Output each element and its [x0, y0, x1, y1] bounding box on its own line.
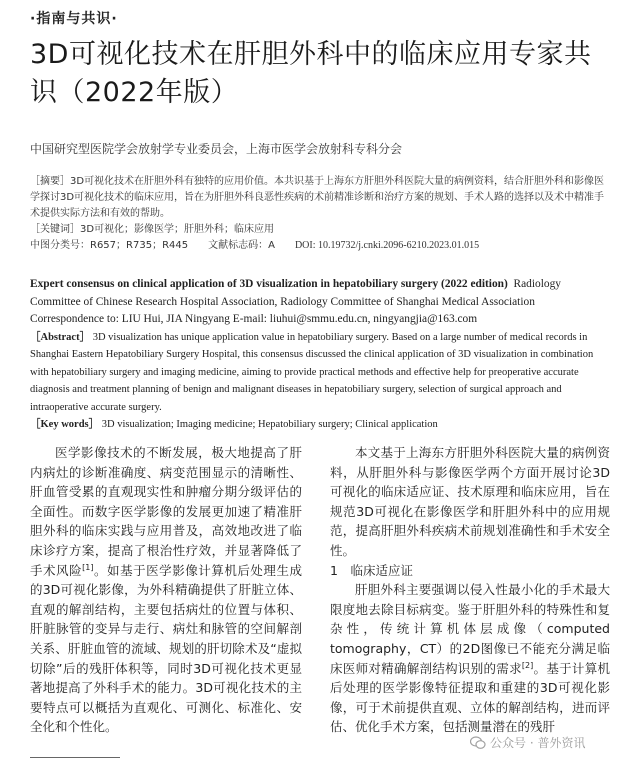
indications-paragraph — [330, 580, 610, 737]
watermark — [470, 734, 585, 751]
body-left-column — [30, 443, 302, 737]
section-heading-indications: 1 临床适应证 — [330, 562, 413, 578]
footnote-divider — [30, 757, 120, 758]
section-tag: ·指南与共识· — [30, 11, 118, 27]
cn-keywords-tag: ［关键词］ — [30, 224, 80, 235]
en-title: Expert consensus on clinical application of 3D visualization in hepatobiliary surgery (2022 edition) — [30, 278, 508, 290]
citation-1: [1] — [82, 562, 94, 572]
en-correspondence: Correspondence to: LIU Hui, JIA Ningyang E-mail: liuhui@smmu.edu.cn, ningyangjia@163.com — [30, 313, 478, 325]
body-right-column — [330, 443, 610, 737]
cn-keywords-text: 3D可视化；影像医学；肝胆外科；临床应用 — [80, 224, 275, 235]
intro-paragraph — [30, 443, 302, 737]
intro-text-part1: 医学影像技术的不断发展，极大地提高了肝内病灶的诊断准确度、病变范围显示的清晰性、肝血管受累的直观现实性和肿瘤分期分级评估的全面性。而数字医学影像的发展更加速了精准肝胆外科的临床实践与应用普及，高效地改进了临床诊疗方案，提高了根治性疗效，并显著降低了手术风险 — [30, 445, 302, 578]
en-abstract-text: 3D visualization has unique application value in hepatobiliary surgery. Based on a large number of medical records in Shanghai Eastern Hepatobiliary Surgery Hospital, this consensus discussed the clinical application of 3D visualization in combination with hepatobiliary surgery and imaging medicine, aiming to provide practical methods and effective help for preoperative accurate diagnosis and treatment planning of benign and malignant diseases in hepatobiliary surgery, selection of surgical approach and intraoperative accurate surgery. — [30, 331, 594, 413]
indications-text-part2: 。基于计算机后处理的医学影像特征提取和重建的3D可视化影像，可于术前提供直观、立体的解剖结构，进而评估、优化手术方案，包括测量潜在的残肝 — [330, 660, 610, 735]
english-abstract-block — [30, 276, 612, 434]
purpose-paragraph: 本文基于上海东方肝胆外科医院大量的病例资料，从肝胆外科与影像医学两个方面开展讨论3D可视化的临床适应证、技术原理和临床应用，旨在规范3D可视化在影像医学和肝胆外科中的应用规范，提高肝胆外科疾病术前规划准确性和手术安全性。 — [330, 445, 610, 558]
en-keywords-tag: ［Key words］ — [30, 419, 100, 430]
intro-text-part2: 。如基于医学影像计算机后处理生成的3D可视化影像，为外科精确提供了肝脏立体、直观的解剖结构，主要包括病灶的位置与体积、肝脏脉管的变异与走行、病灶和脉管的空间解剖关系、肝脏血管的流域、规划的肝切除术及“虚拟切除”后的残肝体积等，同时3D可视化技术更显著地提高了外科手术的能力。3D可视化技术的主要特点可以概括为直观化、可测化、标准化、安全化和个性化。 — [30, 562, 302, 735]
citation-2: [2] — [521, 660, 534, 670]
wechat-icon — [470, 736, 486, 750]
en-abstract-tag: ［Abstract］ — [30, 331, 91, 343]
page-title: 3D可视化技术在肝胆外科中的临床应用专家共识（2022年版） — [30, 39, 592, 108]
clc-number: 中图分类号：R657；R735；R445 — [30, 240, 189, 251]
en-keywords — [30, 416, 612, 434]
classification-line — [30, 238, 612, 254]
doi: DOI: 10.19732/j.cnki.2096-6210.2023.01.015 — [294, 240, 480, 251]
cn-abstract-tag: ［摘要］ — [30, 176, 70, 187]
watermark-text: 公众号 · 普外资讯 — [490, 736, 586, 750]
cn-abstract-text: 3D可视化技术在肝胆外科有独特的应用价值。本共识基于上海东方肝胆外科医院大量的病例资料，结合肝胆外科和影像医学探讨3D可视化技术的临床应用，旨在为肝胆外科良恶性疾病的术前精准诊断和治疗方案的规划、手术人路的选择以及术中精准手术提供实际方法和有效的帮助。 — [30, 176, 605, 219]
document-code: 文献标志码：A — [208, 240, 275, 251]
cn-keywords — [30, 222, 612, 238]
indications-text-part1: 肝胆外科主要强调以侵入性最小化的手术最大限度地去除目标病变。鉴于肝胆外科的特殊性和复杂性，传统计算机体层成像（computed tomography，CT）的2D图像已不能充分满足临床医师对精确解剖结构识别的需求 — [330, 582, 610, 676]
chinese-abstract-block — [30, 174, 612, 254]
cn-abstract — [30, 174, 612, 222]
en-authors-org: Radiology Committee of Chinese Research Hospital Association, Radiology Committee of Shanghai Medical Association — [30, 278, 561, 308]
en-abstract — [30, 329, 612, 417]
en-title-line — [30, 276, 612, 311]
en-keywords-text: 3D visualization; Imaging medicine; Hepatobiliary surgery; Clinical application — [101, 419, 438, 430]
affiliations: 中国研究型医院学会放射学专业委员会，上海市医学会放射科专科分会 — [30, 142, 403, 156]
